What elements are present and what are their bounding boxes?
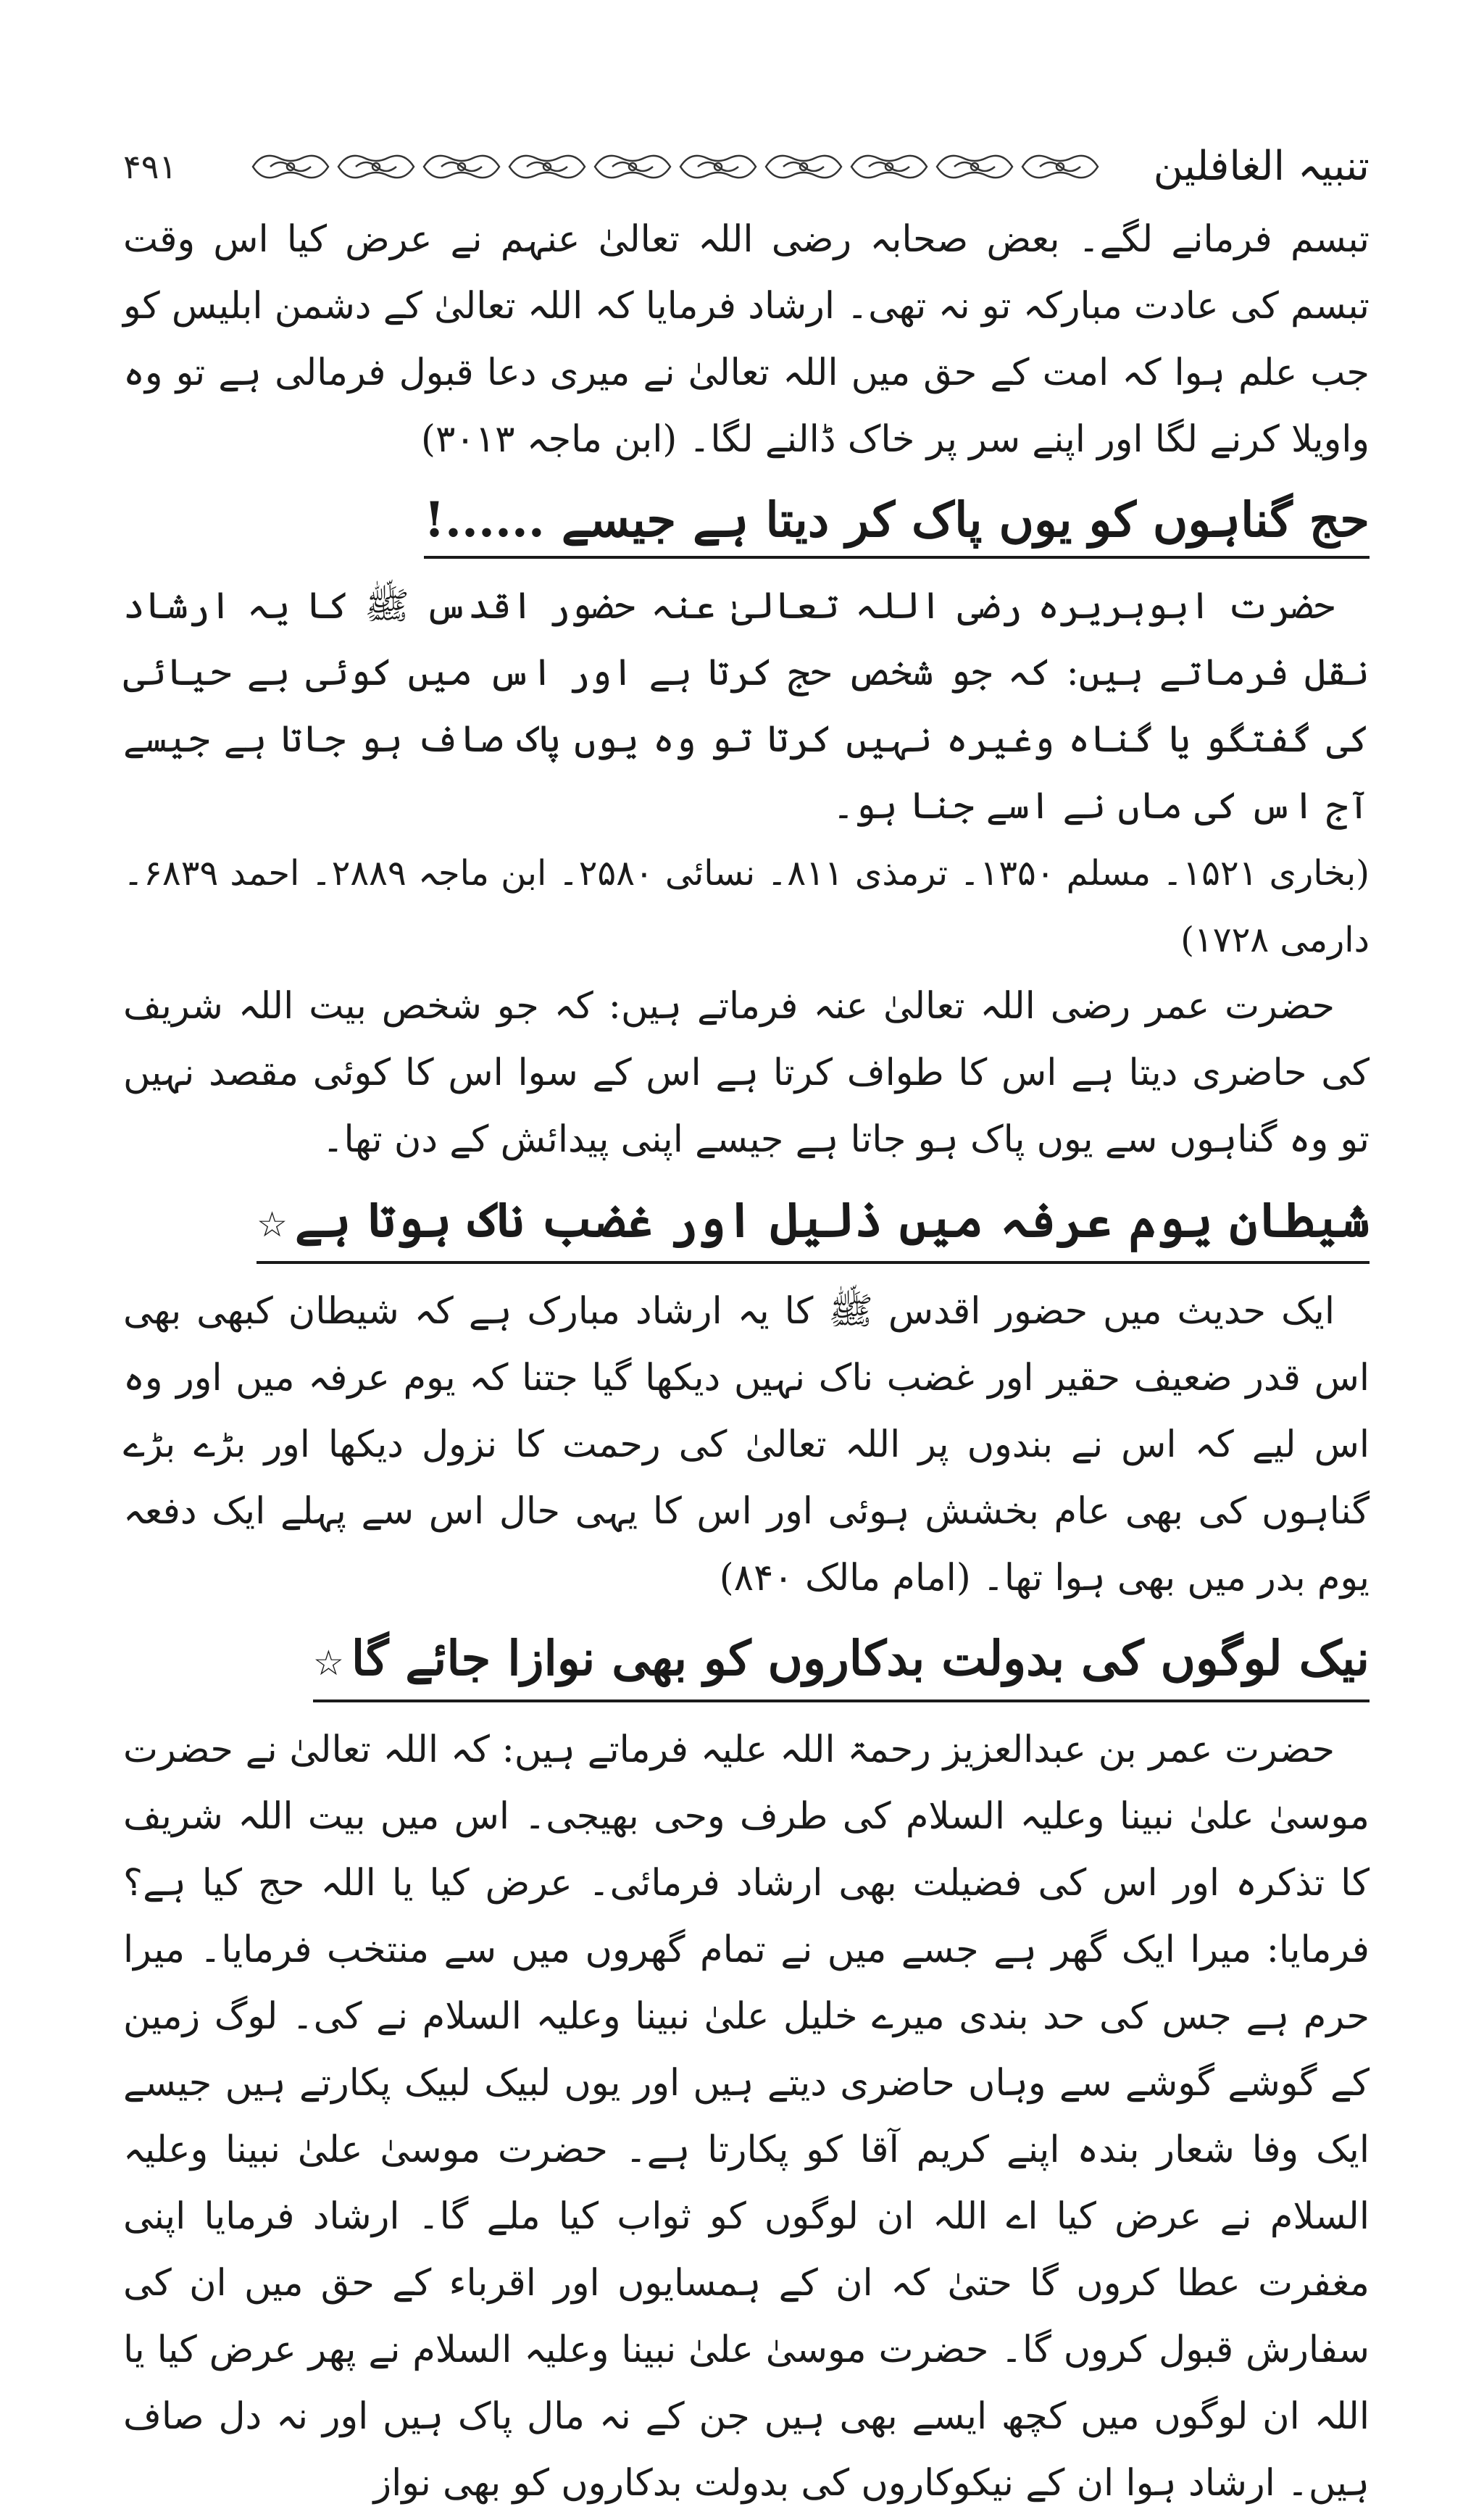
section-heading-hajj-purifies: حج گناہوں کو یوں پاک کر دیتا ہے جیسے ......!: [424, 485, 1370, 559]
section-heading-shaitan-arafah: [257, 1185, 1370, 1264]
hadith-reference: (بخاری ۱۵۲۱۔ مسلم ۱۳۵۰۔ ترمذی ۸۱۱۔ نسائی ۲۵۸۰۔ ابن ماجہ ۲۸۸۹۔ احمد ۶۸۳۹۔ دارمی ۱۷۲۸): [123, 853, 1370, 960]
section-heading-wrap: [123, 1616, 1370, 1707]
star-icon: ☆: [312, 1643, 344, 1684]
section-heading-wrap: [123, 1178, 1370, 1268]
page-body: [123, 207, 1370, 2517]
heading-text: شیطان یوم عرفہ میں ذلیل اور غضب ناک ہوتا ہے: [295, 1191, 1370, 1248]
paragraph-umar-bin-abdulaziz: حضرت عمر بن عبدالعزیز رحمۃ اللہ علیہ فرماتے ہیں: کہ اللہ تعالیٰ نے حضرت موسیٰ علیٰ نبینا وعلیہ السلام کی طرف وحی بھیجی۔ اس میں بیت اللہ شریف کا تذکرہ اور اس کی فضیلت بھی ارشاد فرمائی۔ عرض کیا یا اللہ حج کیا ہے؟ فرمایا: میرا ایک گھر ہے جسے میں نے تمام گھروں میں سے منتخب فرمایا۔ میرا حرم ہے جس کی حد بندی میرے خلیل علیٰ نبینا وعلیہ السلام نے کی۔ لوگ زمین کے گوشے گوشے سے وہاں حاضری دیتے ہیں اور یوں لبیک لبیک پکارتے ہیں جیسے ایک وفا شعار بندہ اپنے کریم آقا کو پکارتا ہے۔ حضرت موسیٰ علیٰ نبینا وعلیہ السلام نے عرض کیا اے اللہ ان لوگوں کو ثواب کیا ملے گا۔ ارشاد فرمایا اپنی مغفرت عطا کروں گا حتیٰ کہ ان کے ہمسایوں اور اقرباء کے حق میں ان کی سفارش قبول کروں گا۔ حضرت موسیٰ علیٰ نبینا وعلیہ السلام نے پھر عرض کیا یا اللہ ان لوگوں میں کچھ ایسے بھی ہیں جن کے نہ مال پاک ہیں اور نہ دل صاف ہیں۔ ارشاد ہوا ان کے نیکوکاروں کی بدولت بدکاروں کو بھی نواز: [123, 1728, 1370, 2505]
paragraph-arafah: ایک حدیث میں حضور اقدس ﷺ کا یہ ارشاد مبارک ہے کہ شیطان کبھی بھی اس قدر ضعیف حقیر اور غضب ناک نہیں دیکھا گیا جتنا کہ یوم عرفہ میں اور وہ اس لیے کہ اس نے بندوں پر اللہ تعالیٰ کی رحمت کا نزول دیکھا اور بڑے بڑے گناہوں کی بھی عام بخشش ہوئی اور اس کا یہی حال اس سے پہلے ایک دفعہ یوم بدر میں بھی ہوا تھا۔ (امام مالک ۸۴۰): [123, 1290, 1370, 1599]
section-heading-wrap: [123, 478, 1370, 563]
ornament-band: [250, 148, 1105, 186]
heading-text: نیک لوگوں کی بدولت بدکاروں کو بھی نوازا جائے گا: [351, 1630, 1370, 1686]
page-number: ۴۹۱: [123, 147, 178, 186]
page-header: [123, 138, 1370, 196]
paragraph-umar: حضرت عمر رضی اللہ تعالیٰ عنہ فرماتے ہیں: کہ جو شخص بیت اللہ شریف کی حاضری دیتا ہے اس کا طواف کرتا ہے اس کے سوا اس کا کوئی مقصد نہیں تو وہ گناہوں سے یوں پاک ہو جاتا ہے جیسے اپنی پیدائش کے دن تھا۔: [123, 985, 1370, 1161]
paragraph-opening: تبسم فرمانے لگے۔ بعض صحابہ رضی اللہ تعالیٰ عنہم نے عرض کیا اس وقت تبسم کی عادت مبارکہ تو نہ تھی۔ ارشاد فرمایا کہ اللہ تعالیٰ کے دشمن ابلیس کو جب علم ہوا کہ امت کے حق میں اللہ تعالیٰ نے میری دعا قبول فرمالی ہے تو وہ واویلا کرنے لگا اور اپنے سر پر خاک ڈالنے لگا۔ (ابن ماجہ ۳۰۱۳): [123, 218, 1370, 461]
running-title: تنبیہ الغافلین: [1153, 143, 1370, 190]
star-icon: ☆: [256, 1205, 288, 1245]
section-heading-righteous: [313, 1623, 1370, 1702]
paragraph-abu-hurairah: حضرت ابوہریرہ رضی اللہ تعالیٰ عنہ حضور اقدس ﷺ کا یہ ارشاد نقل فرماتے ہیں: کہ جو شخص حج کرتا ہے اور اس میں کوئی بے حیائی کی گفتگو یا گناہ وغیرہ نہیں کرتا تو وہ یوں پاک صاف ہو جاتا ہے جیسے آج اس کی ماں نے اسے جنا ہو۔: [123, 585, 1370, 828]
